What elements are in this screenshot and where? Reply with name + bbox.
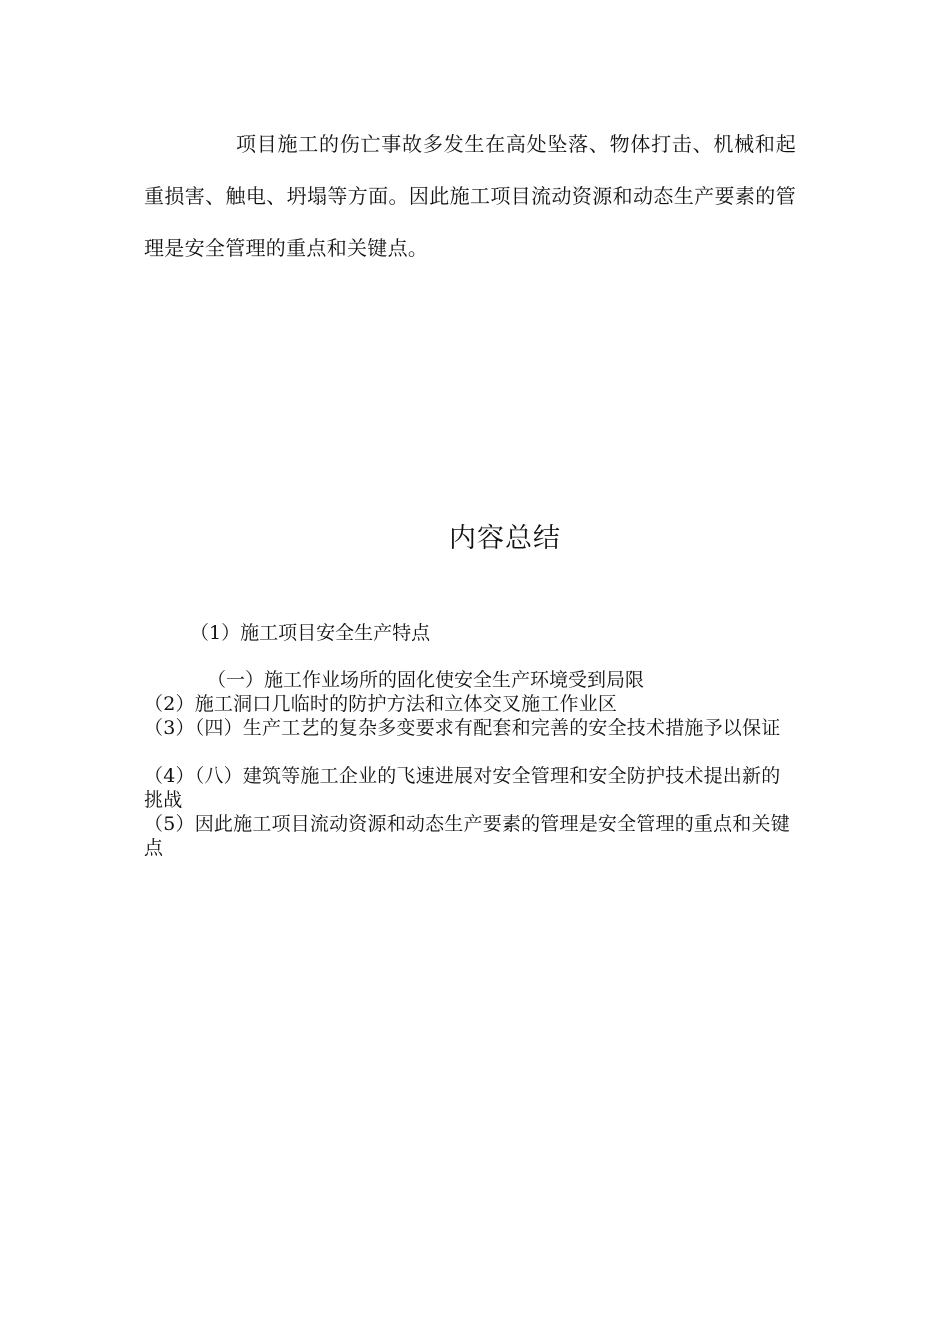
summary-title: 内容总结 xyxy=(449,523,561,554)
intro-paragraph: 项目施工的伤亡事故多发生在高处坠落、物体打击、机械和起重损害、触电、坍塌等方面。因此施工项目流动资源和动态生产要素的管理是安全管理的重点和关键点。 xyxy=(144,132,796,260)
summary-item-3: （3）（四）生产工艺的复杂多变要求有配套和完善的安全技术措施予以保证 xyxy=(144,717,781,739)
summary-item-2: （2）施工洞口几临时的防护方法和立体交叉施工作业区 xyxy=(144,693,618,715)
summary-item-4: （4）（八）建筑等施工企业的飞速进展对安全管理和安全防护技术提出新的挑战 xyxy=(144,765,781,811)
summary-subitem-1: （一）施工作业场所的固化使安全生产环境受到局限 xyxy=(207,669,645,691)
summary-item-5: （5）因此施工项目流动资源和动态生产要素的管理是安全管理的重点和关键点 xyxy=(144,813,790,859)
summary-item-1: （1）施工项目安全生产特点 xyxy=(190,622,431,644)
